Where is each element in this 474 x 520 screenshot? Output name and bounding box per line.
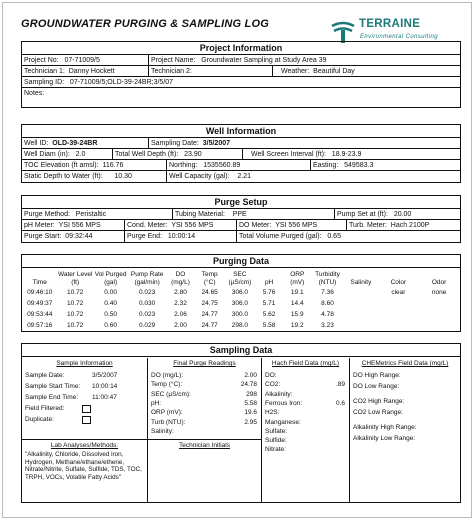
tubing-material-label: Tubing Material:	[175, 211, 225, 218]
purging-data-cell: none	[431, 289, 447, 296]
sampling-log-page	[2, 2, 472, 518]
purge-start-label: Purge Start:	[24, 233, 62, 240]
purge-row-2	[22, 220, 460, 231]
well-screen-field	[242, 149, 462, 160]
duplicate-label: Duplicate:	[25, 416, 54, 423]
notes-label: Notes:	[24, 90, 45, 97]
purging-data-cell: 0.030	[138, 300, 156, 307]
purging-data-cell: 306.0	[231, 300, 249, 307]
sample-end-label: Sample End Time:	[25, 394, 79, 401]
do-meter-label: DO Meter:	[239, 222, 272, 229]
final-purge-reading-value: 298	[246, 390, 257, 398]
pump-set-field	[334, 209, 462, 220]
hach-field-label: Nitrate:	[265, 446, 286, 454]
project-name-field	[148, 55, 462, 66]
purging-data-cell	[418, 298, 460, 309]
purging-data-cell: 15.9	[290, 311, 304, 318]
purging-data-cell: 24.65	[201, 289, 218, 296]
project-name-label: Project Name:	[151, 57, 196, 64]
final-purge-reading-label: Turb (NTU):	[151, 418, 186, 426]
technician-2-label: Technician 2:	[151, 68, 192, 75]
purging-data-cell: 5.76	[262, 289, 276, 296]
purging-data-cell: 10.72	[67, 311, 84, 318]
final-purge-reading-value: 2.00	[244, 372, 257, 379]
purging-data-cell: 0.60	[104, 322, 117, 329]
chemetrics-field-label: DO Low Range:	[353, 383, 400, 390]
cond-meter-value: YSI 556 MPS	[171, 222, 214, 229]
well-screen-value: 18.9-23.9	[331, 151, 362, 158]
technician-initials-panel	[148, 440, 262, 502]
purging-data-cell: 8.60	[321, 300, 334, 307]
cond-meter-field	[124, 220, 236, 231]
easting-label: Easting:	[313, 162, 339, 169]
chemetrics-field-label: Alkalinity Low Range:	[353, 435, 416, 442]
well-row-2	[22, 149, 460, 160]
purging-column-header: Vol Purged (gal)	[94, 271, 127, 286]
sample-date-value: 3/5/2007	[92, 372, 118, 379]
duplicate-checkbox[interactable]	[82, 416, 91, 424]
lab-analyses-title: Lab Analyses/Methods:	[50, 442, 119, 449]
purge-start-value: 09:32:44	[65, 233, 93, 240]
hach-field-label: CO2:	[265, 381, 281, 389]
project-row-2	[22, 66, 460, 77]
sampling-grid	[22, 358, 460, 502]
purging-data-row	[22, 309, 460, 320]
purging-data-row	[22, 320, 460, 331]
purge-method-value: Peristaltic	[75, 211, 107, 218]
lab-analyses-text: "Alkalinity, Chloride, Dissolved iron, Hydrogen, Methane/ethane/ethene, Nitrate/Nitrite, Sulfate, Sulfide, TDS, TOC, TRPH, VOCs, Volatile Fatty Acids"	[25, 451, 142, 481]
sampling-date-value: 3/5/2007	[202, 140, 230, 147]
weather-field	[272, 66, 462, 77]
purging-data-cell: 7.36	[321, 289, 334, 296]
purge-setup-heading: Purge Setup	[22, 196, 460, 209]
project-no-value: 07-71009/5	[64, 57, 100, 64]
well-diam-field	[22, 149, 112, 160]
logo-name: TERRAINE	[359, 18, 421, 30]
purging-data-cell	[343, 320, 378, 331]
ph-meter-label: pH Meter:	[24, 222, 55, 229]
total-well-depth-value: 23.90	[184, 151, 202, 158]
purge-end-value: 10:00:14	[167, 233, 196, 240]
project-row-4	[22, 88, 460, 107]
turb-meter-label: Turb. Meter:	[349, 222, 387, 229]
static-depth-field	[22, 171, 166, 182]
purging-data-cell	[379, 320, 419, 331]
final-purge-reading-label: DO (mg/L):	[151, 372, 184, 379]
toc-elevation-field	[22, 160, 166, 171]
hach-field-data-title: Hach Field Data (mg/L)	[271, 360, 340, 367]
final-purge-reading-value: 19.6	[244, 409, 257, 417]
purging-header-row	[22, 268, 460, 287]
hach-field-label: Ferrous Iron:	[265, 399, 303, 407]
purging-data-cell	[343, 298, 378, 309]
easting-field	[310, 160, 462, 171]
toc-elevation-label: TOC Elevation (ft amsl):	[24, 162, 99, 169]
field-filtered-checkbox[interactable]	[82, 405, 91, 413]
final-purge-reading-label: Temp (°C):	[151, 381, 183, 389]
purge-row-3	[22, 231, 460, 242]
technician-1-label: Technician 1:	[24, 68, 65, 75]
sample-information-title: Sample Information	[56, 360, 113, 367]
technician-1-value: Danny Hockett	[68, 68, 115, 75]
purging-column-header: Salinity	[350, 279, 372, 286]
sample-date-label: Sample Date:	[25, 372, 65, 379]
project-row-3	[22, 77, 460, 88]
purging-data-cell: 09:57:16	[27, 322, 53, 329]
hach-field-label: Sulfate:	[265, 427, 288, 435]
purging-data-cell: 0.40	[104, 300, 117, 307]
sampling-data-section	[21, 343, 461, 503]
purging-column-header: ORP (mV)	[290, 271, 305, 286]
log-title: GROUNDWATER PURGING & SAMPLING LOG	[21, 18, 269, 30]
purging-data-cell: 19.1	[290, 289, 304, 296]
ph-meter-value: YSI 556 MPS	[58, 222, 101, 229]
well-information-section	[21, 124, 461, 183]
well-capacity-label: Well Capacity (gal):	[169, 173, 230, 180]
purging-data-cell: 4.78	[321, 311, 334, 318]
purging-column-header: Time	[32, 279, 47, 286]
well-row-4	[22, 171, 460, 182]
purging-data-cell: 5.71	[262, 300, 276, 307]
purging-column-header: Water Level (ft)	[57, 271, 93, 286]
do-meter-field	[236, 220, 346, 231]
northing-value: 1535560.89	[203, 162, 241, 169]
weather-value: Beautiful Day	[313, 68, 355, 75]
well-diam-label: Well Diam (in):	[24, 151, 70, 158]
purging-data-cell: 19.2	[290, 322, 304, 329]
hach-field-value: .89	[335, 381, 345, 389]
purge-row-1	[22, 209, 460, 220]
purging-data-cell: 10.72	[67, 322, 84, 329]
purging-data-cell: 0.023	[138, 311, 156, 318]
well-diam-value: 2.0	[75, 151, 86, 158]
purging-data-heading: Purging Data	[22, 255, 460, 268]
hach-field-label: Sulfide:	[265, 437, 287, 445]
well-information-heading: Well Information	[22, 125, 460, 138]
pump-set-label: Pump Set at (ft):	[337, 211, 388, 218]
purging-column-header: Odor	[431, 279, 447, 286]
chemetrics-field-data-panel	[350, 358, 460, 502]
purge-method-label: Purge Method:	[24, 211, 70, 218]
purging-data-cell	[418, 309, 460, 320]
weather-label: Weather:	[281, 68, 310, 75]
purging-data-cell: 10.72	[67, 300, 84, 307]
tubing-material-value: PPE	[232, 211, 247, 218]
purge-setup-section	[21, 195, 461, 243]
sampling-id-value: 07-71009/5;OLD-39-24BR;3/5/07	[69, 79, 174, 86]
purging-data-cell: 24.77	[201, 311, 218, 318]
well-id-value: OLD-39-24BR	[52, 140, 98, 147]
purging-column-header: Pump Rate (gal/min)	[130, 271, 164, 286]
purging-data-cell: 24.77	[201, 322, 218, 329]
purging-data-table	[22, 268, 460, 331]
purging-data-cell: 10.72	[67, 289, 84, 296]
pump-set-value: 20.00	[393, 211, 412, 218]
final-purge-reading-label: pH:	[151, 399, 162, 407]
hach-field-value: 0.6	[335, 399, 345, 407]
northing-label: Northing:	[169, 162, 198, 169]
purging-data-cell: 0.50	[104, 311, 117, 318]
sampling-date-field	[148, 138, 272, 149]
final-purge-readings-title: Final Purge Readings	[173, 360, 236, 367]
purging-data-cell: 2.32	[174, 300, 187, 307]
sampling-id-field	[22, 77, 238, 88]
purging-data-section	[21, 254, 461, 332]
purging-data-cell: 306.0	[231, 289, 249, 296]
purging-data-cell: 0.029	[138, 322, 156, 329]
total-well-depth-field	[112, 149, 242, 160]
purge-start-field	[22, 231, 124, 242]
chemetrics-field-label: Alkalinity High Range:	[353, 424, 417, 431]
static-depth-value: 10.30	[114, 173, 132, 180]
turb-meter-value: Hach 2100P	[390, 222, 430, 229]
project-information-heading: Project Information	[22, 42, 460, 55]
project-name-value: Groundwater Sampling at Study Area 39	[201, 57, 327, 64]
cond-meter-label: Cond. Meter:	[127, 222, 168, 229]
easting-value: 549583.3	[344, 162, 374, 169]
purging-column-header: Color	[390, 279, 407, 286]
technician-1-field	[22, 66, 148, 77]
purging-data-cell: 09:46:10	[27, 289, 53, 296]
total-well-depth-label: Total Well Depth (ft):	[115, 151, 179, 158]
technician-2-field	[148, 66, 272, 77]
total-volume-field	[236, 231, 462, 242]
purging-data-cell: 24.75	[201, 300, 218, 307]
final-purge-reading-value: 2.95	[244, 418, 257, 426]
purging-data-cell: 2.06	[174, 311, 187, 318]
total-volume-label: Total Volume Purged (gal):	[239, 233, 322, 240]
purging-data-cell: 09:49:37	[27, 300, 53, 307]
sampling-date-label: Sampling Date:	[151, 140, 199, 147]
hach-field-label: DO:	[265, 372, 277, 379]
purge-end-field	[124, 231, 236, 242]
chemetrics-field-data-title: CHEMetrics Field Data (mg/L)	[361, 360, 449, 367]
purging-table-body	[22, 287, 460, 331]
purging-column-header: pH	[264, 279, 274, 286]
purging-data-cell	[418, 320, 460, 331]
toc-elevation-value: 116.76	[102, 162, 124, 169]
purging-data-cell: clear	[391, 289, 406, 296]
do-meter-value: YSI 556 MPS	[275, 222, 318, 229]
purging-data-cell: 0.023	[138, 289, 156, 296]
tubing-material-field	[172, 209, 334, 220]
well-capacity-value: 2.21	[237, 173, 251, 180]
well-row-3	[22, 160, 460, 171]
purging-data-cell	[343, 287, 378, 298]
final-purge-reading-label: SEC (µS/cm):	[151, 390, 191, 398]
northing-field	[166, 160, 310, 171]
final-purge-reading-value: 24.78	[240, 381, 257, 389]
purging-column-header: Turbidity (NTU)	[315, 271, 340, 286]
technician-initials-title: Technician Initials	[179, 442, 230, 449]
hach-field-label: Manganese:	[265, 418, 301, 426]
purging-data-cell: 5.58	[262, 322, 276, 329]
project-information-section	[21, 41, 461, 108]
logo-subtitle: Environmental Consulting	[360, 34, 438, 40]
project-no-field	[22, 55, 148, 66]
final-purge-readings-panel	[148, 358, 262, 440]
well-row-1	[22, 138, 460, 149]
purge-end-label: Purge End:	[127, 233, 163, 240]
hach-field-label: H2S:	[265, 409, 280, 417]
sample-information-panel	[22, 358, 148, 440]
purging-data-cell	[379, 298, 419, 309]
purging-column-header: Temp (°C)	[201, 271, 218, 286]
purging-data-row	[22, 287, 460, 298]
purging-data-cell: 0.00	[104, 289, 117, 296]
project-no-label: Project No:	[24, 57, 59, 64]
purge-method-field	[22, 209, 172, 220]
sample-start-label: Sample Start Time:	[25, 383, 81, 390]
sample-start-value: 10:00:14	[92, 383, 118, 390]
project-row-1	[22, 55, 460, 66]
sampling-id-label: Sampling ID:	[24, 79, 65, 86]
field-filtered-label: Field Filtered:	[25, 405, 65, 412]
purging-data-cell: 5.62	[262, 311, 276, 318]
hach-field-label: Alkalinity:	[265, 390, 293, 398]
purging-data-cell: 14.4	[290, 300, 304, 307]
purging-data-cell: 298.0	[231, 322, 249, 329]
purging-data-row	[22, 298, 460, 309]
purging-data-cell	[379, 309, 419, 320]
chemetrics-field-label: DO High Range:	[353, 372, 401, 379]
ph-meter-field	[22, 220, 124, 231]
total-volume-value: 0.65	[327, 233, 341, 240]
purging-data-cell: 300.0	[231, 311, 249, 318]
well-id-label: Well ID:	[24, 140, 49, 147]
final-purge-reading-label: Salinity:	[151, 427, 174, 435]
purging-data-cell: 3.23	[321, 322, 334, 329]
chemetrics-field-label: CO2 High Range:	[353, 398, 405, 405]
sampling-data-heading: Sampling Data	[22, 344, 460, 357]
well-capacity-field	[166, 171, 310, 182]
final-purge-reading-label: ORP (mV):	[151, 409, 183, 417]
final-purge-reading-value: 5.58	[244, 399, 257, 407]
well-screen-label: Well Screen Interval (ft):	[251, 151, 326, 158]
purging-column-header: SEC (µS/cm)	[228, 271, 252, 286]
hach-field-data-panel	[262, 358, 350, 502]
purging-data-cell: 09:53:44	[27, 311, 53, 318]
purging-column-header: DO (mg/L)	[171, 271, 190, 286]
purging-data-cell: 2.00	[174, 322, 187, 329]
chemetrics-field-label: CO2 Low Range:	[353, 409, 403, 416]
sample-end-value: 11:00:47	[92, 394, 117, 401]
purging-data-cell: 2.80	[174, 289, 187, 296]
well-id-field	[22, 138, 148, 149]
static-depth-label: Static Depth to Water (ft):	[24, 173, 103, 180]
purging-data-cell	[343, 309, 378, 320]
turb-meter-field	[346, 220, 462, 231]
lab-analyses-panel	[22, 440, 148, 502]
